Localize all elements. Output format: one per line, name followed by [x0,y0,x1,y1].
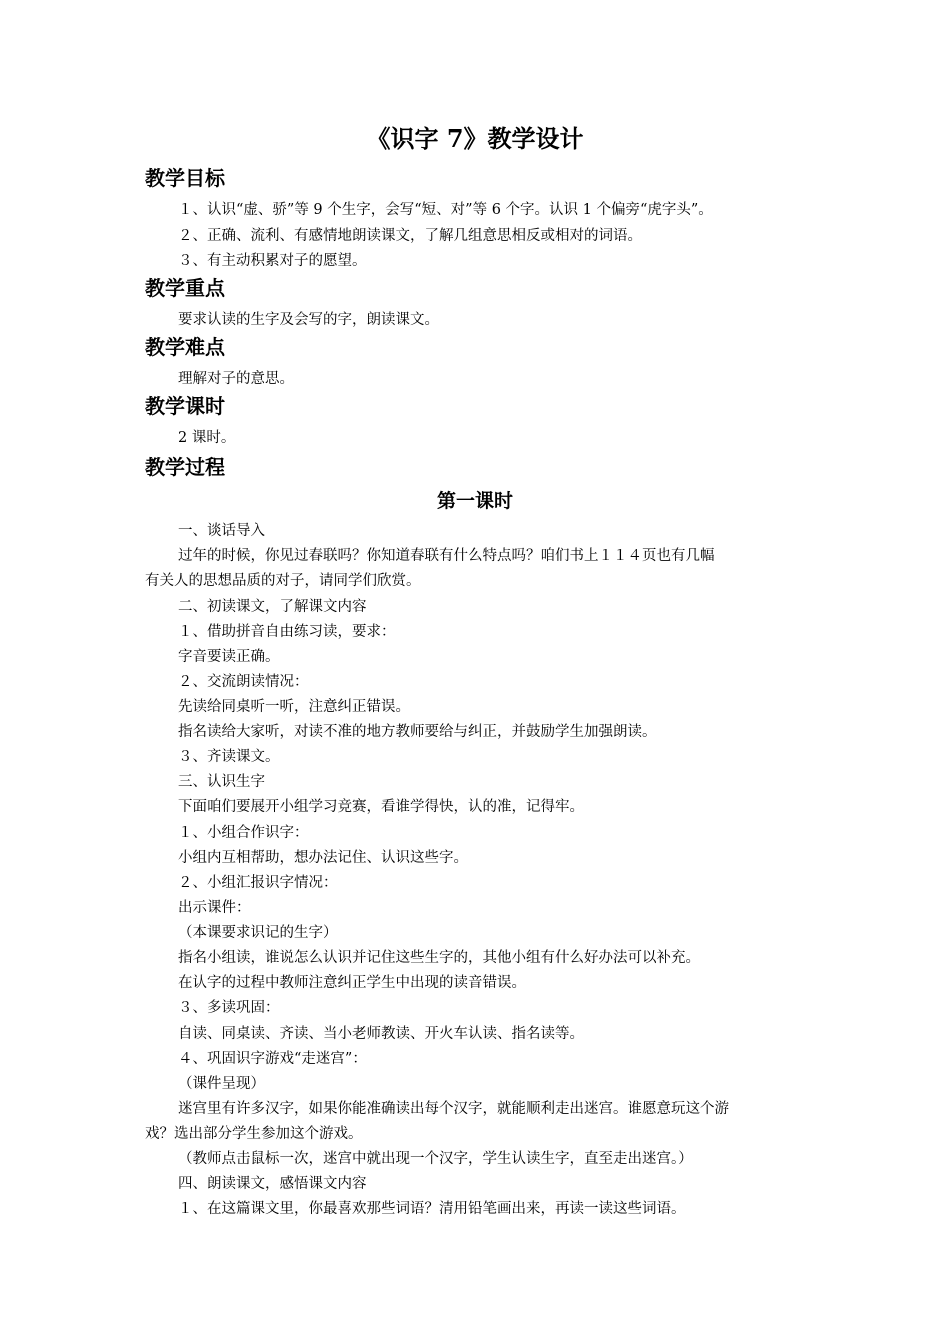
hours-text: 2 课时。 [178,430,236,446]
body-line: 指名读给大家听，对读不准的地方教师要给与纠正，并鼓励学生加强朗读。 [178,724,657,740]
difficulty-text: 理解对子的意思。 [178,371,294,387]
body-line: １、借助拼音自由练习读，要求： [178,624,396,640]
lesson-heading: 第一课时 [436,490,513,512]
body-line: 先读给同桌听一听，注意纠正错误。 [178,699,410,715]
body-line: 一、谈话导入 [178,523,265,539]
body-line: 指名小组读，谁说怎么认识并记住这些生字的，其他小组有什么好办法可以补充。 [178,950,700,966]
body-line: 自读、同桌读、齐读、当小老师教读、开火车认读、指名读等。 [178,1026,584,1042]
heading-focus: 教学重点 [145,276,225,300]
body-line: １、小组合作识字： [178,825,309,841]
focus-text: 要求认读的生字及会写的字，朗读课文。 [178,312,439,328]
body-line: ２、小组汇报识字情况： [178,875,338,891]
body-line: 四、朗读课文，感悟课文内容 [178,1176,367,1192]
body-line: （本课要求识记的生字） [178,925,338,941]
body-line: 三、认识生字 [178,774,265,790]
body-line: （课件呈现） [178,1076,265,1092]
goal-item-3: ３、有主动积累对子的愿望。 [178,253,367,269]
body-line: 二、初读课文，了解课文内容 [178,599,367,615]
body-line: 迷宫里有许多汉字，如果你能准确读出每个汉字，就能顺利走出迷宫。谁愿意玩这个游 [178,1101,729,1117]
body-line: 有关人的思想品质的对子，请同学们欣赏。 [145,573,421,589]
body-line: 小组内互相帮助，想办法记住、认识这些字。 [178,850,468,866]
goal-item-1: １、认识“虚、骄”等 9 个生字，会写“短、对”等 6 个字。认识 1 个偏旁“虎字头”。 [178,202,713,218]
body-line: １、在这篇课文里，你最喜欢那些词语？清用铅笔画出来，再读一读这些词语。 [178,1201,686,1217]
body-line: 在认字的过程中教师注意纠正学生中出现的读音错误。 [178,975,526,991]
body-line: ３、多读巩固： [178,1000,280,1016]
body-line: 下面咱们要展开小组学习竞赛，看谁学得快，认的准，记得牢。 [178,799,584,815]
body-line: 戏？选出部分学生参加这个游戏。 [145,1126,363,1142]
body-line: （教师点击鼠标一次，迷宫中就出现一个汉字，学生认读生字，直至走出迷宫。） [178,1151,693,1167]
heading-goals: 教学目标 [145,166,225,190]
heading-process: 教学过程 [145,455,225,479]
body-line: ２、交流朗读情况： [178,674,309,690]
body-line: ３、齐读课文。 [178,749,280,765]
body-line: 过年的时候，你见过春联吗？你知道春联有什么特点吗？咱们书上１１４页也有几幅 [178,548,715,564]
body-line: ４、巩固识字游戏“走迷宫”： [178,1051,367,1067]
body-line: 出示课件： [178,900,251,916]
goal-item-2: ２、正确、流利、有感情地朗读课文，了解几组意思相反或相对的词语。 [178,228,642,244]
heading-hours: 教学课时 [145,394,225,418]
body-line: 字音要读正确。 [178,649,280,665]
heading-difficulty: 教学难点 [145,335,225,359]
document-title: 《识字 7》教学设计 [366,124,584,153]
